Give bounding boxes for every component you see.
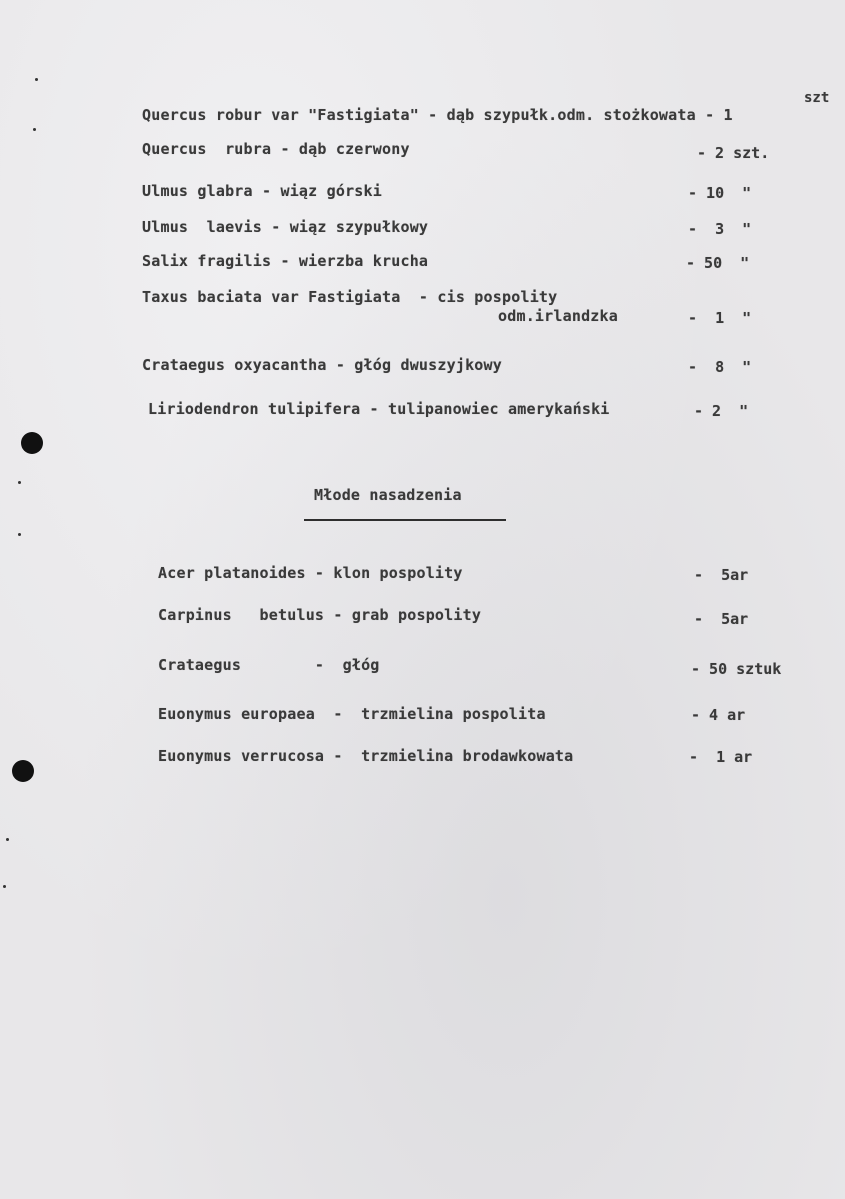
list-item: Euonymus verrucosa - trzmielina brodawkowata [158, 747, 574, 765]
margin-dot [35, 78, 38, 81]
list-item-qty: - 1 ar [689, 748, 753, 766]
list-item-qty: - 2 " [694, 402, 749, 420]
list-item-qty: - 8 " [688, 358, 752, 376]
list-item: Salix fragilis - wierzba krucha [142, 252, 429, 270]
list-item: Crataegus - głóg [158, 656, 380, 674]
list-item-qty: - 3 " [688, 220, 752, 238]
punch-hole-top [21, 432, 43, 454]
list-item-qty: - 50 sztuk [691, 660, 782, 678]
section-heading: Młode nasadzenia [314, 486, 462, 504]
list-item: Ulmus laevis - wiąz szypułkowy [142, 218, 429, 236]
unit-note: szt [804, 90, 830, 106]
list-item: Quercus rubra - dąb czerwony [142, 140, 410, 158]
list-item: Quercus robur var "Fastigiata" - dąb szypułk.odm. stożkowata - 1 [142, 106, 733, 124]
list-item: Liriodendron tulipifera - tulipanowiec amerykański [148, 400, 610, 418]
margin-dot [18, 481, 21, 484]
margin-dot [33, 128, 36, 131]
list-item-qty: - 1 " [688, 309, 752, 327]
list-item-qty: - 2 szt. [697, 144, 770, 162]
list-item: Crataegus oxyacantha - głóg dwuszyjkowy [142, 356, 502, 374]
margin-dot [6, 838, 9, 841]
list-item-continuation: odm.irlandzka [498, 307, 618, 325]
punch-hole-bottom [12, 760, 34, 782]
list-item: Carpinus betulus - grab pospolity [158, 606, 482, 624]
list-item: Ulmus glabra - wiąz górski [142, 182, 382, 200]
margin-dot [3, 885, 6, 888]
list-item-qty: - 10 " [688, 184, 752, 202]
list-item: Acer platanoides - klon pospolity [158, 564, 463, 582]
list-item: Euonymus europaea - trzmielina pospolita [158, 705, 546, 723]
list-item-qty: - 5ar [694, 610, 749, 628]
list-item-qty: - 4 ar [691, 706, 746, 724]
list-item-qty: - 50 " [686, 254, 750, 272]
heading-underline [304, 519, 506, 521]
list-item-qty: - 5ar [694, 566, 749, 584]
margin-dot [18, 533, 21, 536]
list-item: Taxus baciata var Fastigiata - cis pospolity [142, 288, 558, 306]
